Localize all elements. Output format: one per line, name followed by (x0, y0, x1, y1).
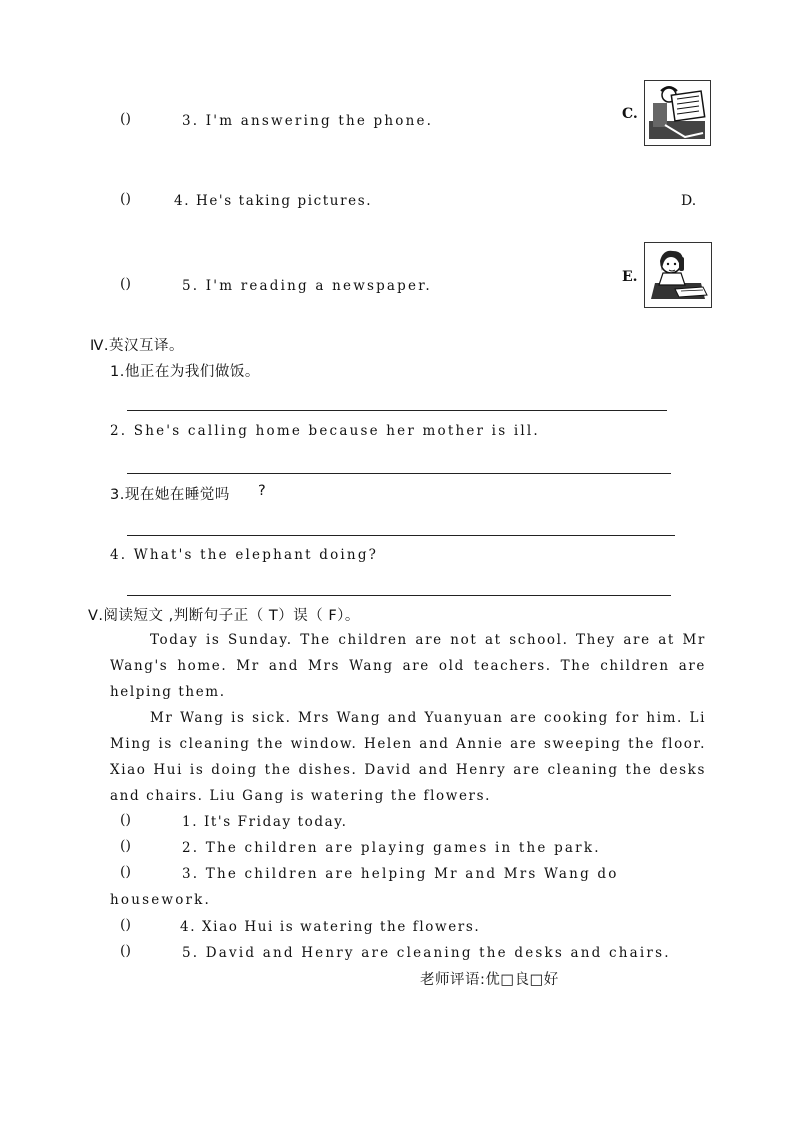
answer-paren[interactable]: () (120, 917, 131, 933)
answer-line[interactable] (127, 595, 671, 596)
answer-paren[interactable]: () (120, 812, 131, 828)
matching-item-3: 3. I'm answering the phone. (182, 113, 434, 129)
man-reading-newspaper-picture (644, 80, 711, 146)
statement-5: 5. David and Henry are cleaning the desks and chairs. (182, 945, 671, 961)
option-letter-d: D. (681, 193, 697, 209)
teacher-comment: 老师评语:优□良□好 (420, 972, 559, 988)
answer-line[interactable] (127, 473, 671, 474)
answer-paren[interactable]: () (120, 191, 131, 207)
statement-3: 3. The children are helping Mr and Mrs Wang do (182, 866, 619, 882)
reading-paragraph-2: Mr Wang is sick. Mrs Wang and Yuanyuan are cooking for him. Li Ming is cleaning the window. Helen and Annie are sweeping the floor. Xiao Hui is doing the dishes. David and Henry are cleaning the desks and chairs. Liu Gang is watering the flowers. (110, 710, 706, 804)
answer-paren[interactable]: () (120, 111, 131, 127)
translation-question-4: 4. What's the elephant doing? (110, 547, 379, 563)
option-letter-c: C. (622, 106, 638, 122)
matching-item-4: 4. He's taking pictures. (174, 193, 373, 209)
statement-2: 2. The children are playing games in the park. (182, 840, 601, 856)
answer-paren[interactable]: () (120, 943, 131, 959)
section-4-title: Ⅳ.英汉互译。 (90, 338, 184, 354)
answer-paren[interactable]: () (120, 276, 131, 292)
reading-paragraph-1: Today is Sunday. The children are not at school. They are at Mr Wang's home. Mr and Mrs Wang are old teachers. The children are helping them. (110, 632, 706, 700)
answer-paren[interactable]: () (120, 838, 131, 854)
translation-question-3: 3.现在她在睡觉吗 (110, 487, 230, 503)
option-letter-e: E. (622, 269, 638, 285)
statement-3-continued: housework. (110, 892, 212, 908)
girl-on-phone-picture (644, 242, 712, 308)
translation-question-1: 1.他正在为我们做饭。 (110, 364, 260, 380)
statement-4: 4. Xiao Hui is watering the flowers. (180, 919, 481, 935)
answer-line[interactable] (127, 535, 675, 536)
statement-1: 1. It's Friday today. (182, 814, 348, 830)
question-mark: ? (258, 483, 267, 499)
translation-question-2: 2. She's calling home because her mother is ill. (110, 423, 540, 439)
answer-line[interactable] (127, 410, 667, 411)
section-5-title: Ⅴ.阅读短文 ,判断句子正（ T）误（ F）。 (88, 608, 360, 624)
matching-item-5: 5. I'm reading a newspaper. (182, 278, 432, 294)
answer-paren[interactable]: () (120, 864, 131, 880)
